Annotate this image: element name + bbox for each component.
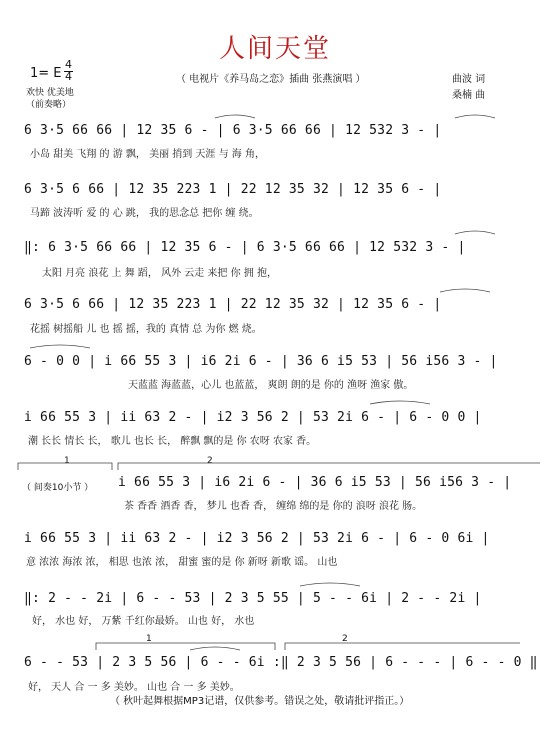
song-title: 人间天堂: [218, 34, 331, 64]
volta-2-bracket-row7: [118, 463, 540, 470]
volta-1-label-end: 1: [146, 634, 152, 644]
slur-3: [455, 231, 495, 234]
key-signature: 1= E: [30, 66, 62, 81]
notation-row-2: 6 3·5 6 66 | 12 35 223 1 | 22 12 35 32 | 12 35 6 - |: [24, 182, 442, 197]
notation-row-5: 6 - 0 0 | i 66 55 3 | i6 2i 6 - | 36 6 i5 53 | 56 i56 3 - |: [24, 354, 498, 369]
volta-1-bracket-row7: [18, 463, 112, 470]
lyrics-row-7: 茶 香香 酒香 香， 梦儿 也香 香， 缠绵 绵的是 你的 浪呀 浪花 肠。: [124, 501, 423, 512]
slur-4: [440, 289, 490, 292]
notation-row-7: i 66 55 3 | i6 2i 6 - | 36 6 i5 53 | 56 i56 3 - |: [118, 475, 512, 490]
notation-row-3: ‖: 6 3·5 66 66 | 12 35 6 - | 6 3·5 66 66 | 12 532 3 - |: [24, 240, 466, 255]
lyrics-row-5: 天蓝蓝 海蓝蓝，心儿 也蓝蓝， 爽朗 朗的是 你的 渔呀 渔家 傲。: [128, 380, 414, 391]
lyrics-row-6: 潮 长长 情长 长， 歌儿 也长 长， 醉飘 飘的是 你 农呀 农家 香。: [28, 436, 317, 447]
lyrics-row-9: 好， 水也 好， 万紫 千红你最娇。 山也 好， 水也: [32, 616, 255, 627]
lyrics-row-3: 太阳 月亮 浪花 上 舞 蹈， 风外 云走 来把 你 拥 抱，: [42, 268, 277, 279]
volta-2-label: 2: [207, 456, 213, 466]
interlude-marking: （ 间奏10小节 ）: [22, 483, 94, 493]
notation-row-10: 6 - - 53 | 2 3 5 56 | 6 - - 6i :‖ 2 3 5 56 | 6 - - - | 6 - - 0 ‖: [24, 655, 538, 670]
notation-row-9: ‖: 2 - - 2i | 6 - - 53 | 2 3 5 55 | 5 - - 6i | 2 - - 2i |: [24, 591, 482, 606]
lyrics-row-1: 小岛 甜美 飞翔 的 游 飘， 美丽 捎到 天涯 与 海 角，: [30, 149, 265, 160]
slur-5: [30, 345, 90, 348]
volta-1-bracket-row10: [96, 643, 275, 650]
lyricist-credit: 曲波 词: [452, 74, 486, 85]
slur-7: [300, 583, 360, 586]
slur-8: [190, 647, 240, 650]
slur-6: [370, 401, 430, 404]
transcription-note: （ 秋叶起舞根据MP3记谱，仅供参考。错误之处，敬请批评指正。）: [110, 696, 410, 707]
volta-2-label-end: 2: [342, 634, 348, 644]
meter-top: 4: [65, 58, 72, 71]
lyrics-row-8: 意 浓浓 海浓 浓， 相思 也浓 浓， 甜蜜 蜜的是 你 新呀 新歌 谣。 山也: [26, 557, 338, 568]
lyrics-row-10: 好， 天人 合 一 多 美妙。 山也 合 一 多 美妙。: [28, 682, 240, 693]
volta-1-label: 1: [64, 456, 70, 466]
slur-1: [215, 115, 255, 118]
subtitle: （ 电视片《养马岛之恋》插曲 张燕演唱 ）: [176, 74, 366, 85]
notation-row-6: i 66 55 3 | ii 63 2 - | i2 3 56 2 | 53 2i 6 - | 6 - 0 0 |: [24, 410, 482, 425]
lyrics-row-4: 花摇 树摇船 儿 也 摇 摇，我的 真情 总 为你 燃 烧。: [30, 324, 262, 335]
notation-row-1: 6 3·5 66 66 | 12 35 6 - | 6 3·5 66 66 | 12 532 3 - |: [24, 123, 442, 138]
lyrics-row-2: 马蹄 波涛听 爱 的 心 跳， 我的思念总 把你 缠 绕。: [30, 208, 259, 219]
notation-row-8: i 66 55 3 | ii 63 2 - | i2 3 56 2 | 53 2i 6 - | 6 - 0 6i |: [24, 531, 490, 546]
prelude-note: （前奏略）: [26, 100, 72, 110]
notation-row-4: 6 3·5 6 66 | 12 35 223 1 | 22 12 35 32 | 12 35 6 - |: [24, 297, 442, 312]
tempo-marking: 欢快 优美地: [26, 88, 74, 98]
slur-2: [455, 115, 495, 118]
volta-2-bracket-row10: [285, 643, 520, 650]
meter-bottom: 4: [65, 70, 72, 83]
composer-credit: 桑楠 曲: [452, 90, 486, 101]
